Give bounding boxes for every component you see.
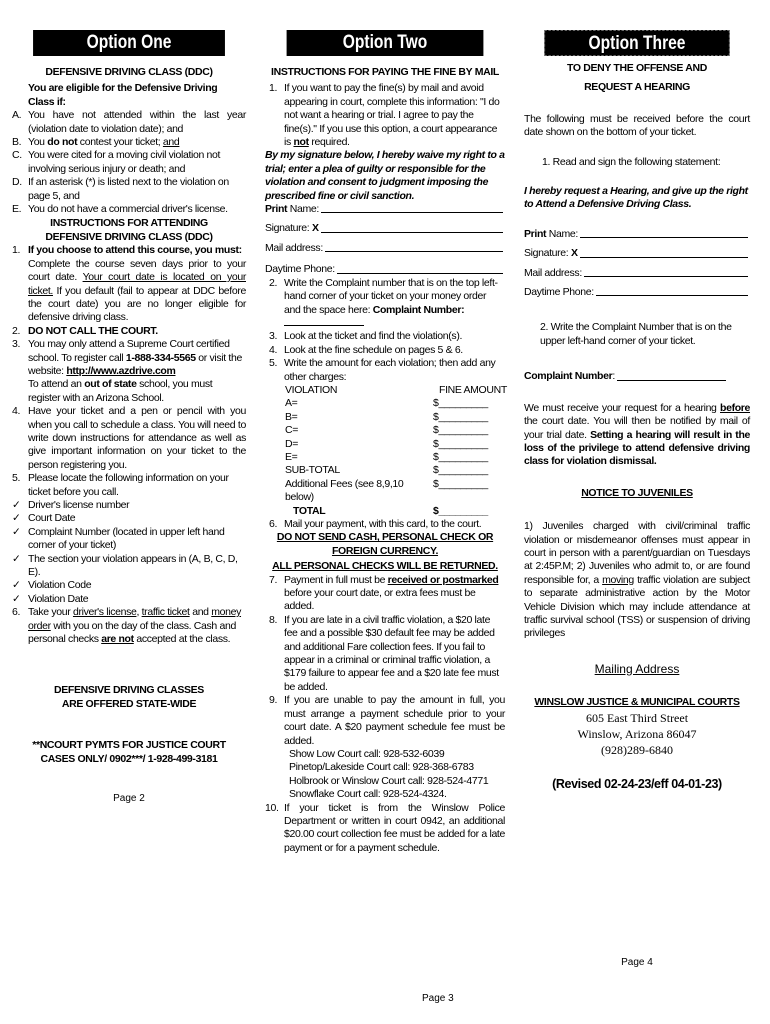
fee-row[interactable]: B= $_________ [285, 410, 488, 423]
option-one-header: Option One [33, 30, 225, 56]
hearing-step-1: 1. Read and sign the following statement: [542, 155, 721, 168]
option-one-column [12, 30, 246, 806]
fee-row[interactable]: E= $_________ [285, 450, 488, 463]
offered-line-1: DEFENSIVE DRIVING CLASSES [54, 684, 204, 697]
check-item: ✓ Violation Code [12, 579, 92, 592]
ddc-title: DEFENSIVE DRIVING CLASS (DDC) [45, 66, 213, 78]
ddc-step-6: 6. Take your driver's license, traffic ticket and money order with you on the day of the class. Cash and personal checks are not accepted at the class. [12, 606, 242, 646]
deny-title-2: REQUEST A HEARING [584, 81, 690, 94]
eligibility-item-b: B. You do not contest your ticket; and [12, 136, 180, 149]
pay-step-9: 9. If you are unable to pay the amount in full, you must arrange a payment schedule prior to your court date. A $20 payment schedule fee must be added. [269, 694, 505, 747]
pay-fine-title: INSTRUCTIONS FOR PAYING THE FINE BY MAIL [271, 66, 499, 78]
pay-step-7: 7. Payment in full must be received or postmarked before your court date, or extra fees must be added. [269, 573, 499, 613]
pay-step-6: 6. Mail your payment, with this card, to the court. [269, 518, 482, 530]
option-three-header: Option Three [544, 30, 729, 56]
court-name: WINSLOW JUSTICE & MUNICIPAL COURTS [534, 696, 740, 709]
page-number-3: Page 3 [422, 993, 454, 1004]
mail-address-field[interactable]: Mail address: [265, 242, 505, 255]
instructions-title-2: DEFENSIVE DRIVING CLASS (DDC) [45, 230, 213, 243]
signature-field[interactable]: Signature: X [265, 222, 505, 235]
court-street: 605 East Third Street [585, 710, 689, 725]
pay-step-3: 3. Look at the ticket and find the violation(s). [269, 330, 463, 343]
pay-step-2: 2. Write the Complaint number that is on the top left-hand corner of your ticket on your money order and the space here: Complaint Number: [265, 277, 505, 331]
hearing-intro: The following must be received before the court date shown on the bottom of your ticket. [524, 112, 750, 139]
juveniles-title: NOTICE TO JUVENILES [581, 486, 693, 499]
eligibility-item-a: A. You have not attended within the last year (violation date to violation date); and [12, 109, 246, 135]
juveniles-notice: 1) Juveniles charged with civil/criminal traffic violation or misdemeanor offenses must appear in court in person with a parent/guardian on Tuesdays at 2:45P.M; 2) Juveniles who admit to, or are found responsible for, a moving traffic violation are subject to separate administrative action by the Motor Vehicle Division which may include attendance at traffic survival school (TSS) or suspension of driving privileges [524, 520, 750, 640]
ddc-steps [12, 244, 246, 646]
eligibility-list [12, 109, 246, 216]
pay-steps-2 [265, 277, 505, 384]
pay-steps-4 [265, 574, 505, 856]
option-three-column [524, 30, 751, 968]
revised-date: (Revised 02-24-23/eff 04-01-23) [552, 776, 722, 791]
fee-row[interactable]: Additional Fees (see 8,9,10 below) $_________ [285, 477, 488, 504]
eligibility-item-c: C. You were cited for a moving civil violation not involving serious injury or death; and [12, 149, 221, 175]
deny-title-1: TO DENY THE OFFENSE AND [567, 62, 707, 74]
court-phone-number: (928)289-6840 [601, 742, 673, 757]
check-item: ✓ Complaint Number (located in upper left hand corner of your ticket) [12, 525, 225, 552]
no-cash-line-2: FOREIGN CURRENCY. [331, 544, 439, 557]
fee-row[interactable]: A= $_________ [285, 397, 488, 410]
pay-step-1: 1. If you want to pay the fine(s) by mail and avoid appearing in court, complete this information: "I do not want a hearing or trial. I agree to pay the fine(s)." If you use this option, a court appearance is not required. [269, 82, 500, 149]
ddc-step-3: 3. You may only attend a Supreme Court certified school. To register call 1-888-334-5565 or visit the website: http://www.azdrive.com To attend an out of state school, you must register with an Arizona School. [12, 338, 242, 404]
ddc-step-2: 2. DO NOT CALL THE COURT. [12, 324, 158, 337]
court-phone: Snowflake Court call: 928-524-4324. [289, 788, 447, 801]
print-name-field[interactable]: Print Name: [524, 228, 750, 241]
mail-address-field[interactable]: Mail address: [524, 267, 750, 280]
print-name-field[interactable]: Print Name: [265, 203, 505, 216]
check-item: ✓ Driver's license number [12, 499, 130, 511]
fee-row[interactable]: C= $_________ [285, 424, 488, 437]
no-cash-line-1: DO NOT SEND CASH, PERSONAL CHECK OR [276, 531, 494, 544]
eligibility-item-e: E. You do not have a commercial driver's license. [12, 203, 228, 216]
daytime-phone-field[interactable]: Daytime Phone: [524, 286, 750, 299]
fee-row[interactable]: D= $_________ [285, 437, 488, 450]
check-item: ✓ Violation Date [12, 592, 89, 605]
hearing-step-2: 2. Write the Complaint Number that is on the upper left-hand corner of your ticket. [540, 321, 732, 347]
ddc-step-1: 1. If you choose to attend this course, you must: Complete the course seven days prior to your court date. Your court date is located on your ticket. If you default (fail to appear at DDC before the court date) you are no longer eligible for defensive driving class. [12, 244, 246, 324]
waiver-statement: By my signature below, I hereby waive my right to a trial; enter a plea of guilty or responsible for the violation and consent to judgment imposing the prescribed fine or civil sanction. [265, 149, 505, 202]
court-city: Winslow, Arizona 86047 [577, 726, 697, 741]
instructions-title-1: INSTRUCTIONS FOR ATTENDING [50, 217, 208, 230]
signature-field[interactable]: Signature: X [524, 247, 750, 260]
check-item: ✓ Court Date [12, 512, 76, 525]
pay-steps-3 [265, 518, 505, 531]
court-phone: Show Low Court call: 928-532-6039 [289, 747, 445, 760]
ncourt-line-2: CASES ONLY/ 0902***/ 1-928-499-3181 [40, 752, 218, 765]
ddc-step-4: 4. Have your ticket and a pen or pencil with you when you call to schedule a class. You will need to write down instructions for attendance as well as give important information on your ticket to the person registering you. [12, 405, 246, 471]
pay-step-10: 10. If your ticket is from the Winslow Police Department or written in court 0942, an additional $20.00 court collection fee must be added for a late payment or for a payment schedule. [265, 801, 505, 854]
eligibility-item-d: D. If an asterisk (*) is listed next to the violation on page 5, and [12, 176, 229, 202]
court-phone-list [265, 748, 505, 802]
fee-table-header: VIOLATION FINE AMOUNT [285, 383, 507, 396]
option-two-column [265, 30, 507, 1004]
mailing-address-title: Mailing Address [594, 661, 680, 676]
offered-line-2: ARE OFFERED STATE-WIDE [61, 697, 197, 710]
pay-step-5: 5. Write the amount for each violation; then add any other charges: [269, 357, 496, 383]
ddc-step-5: 5. Please locate the following information on your ticket before you call. [12, 472, 229, 498]
page-number-2: Page 2 [113, 793, 145, 805]
page-number-4: Page 4 [621, 957, 653, 968]
fee-total-row[interactable]: TOTAL $_________ [293, 504, 488, 517]
pay-step-8: 8. If you are late in a civil traffic violation, a $20 late fee and a possible $30 default fee may be added and additional Fare collection fees. If you fail to appear in a criminal or criminal traffic violation, a $179 failure to appear fee and a $20 late fee must be added. [269, 613, 499, 693]
checks-returned: ALL PERSONAL CHECKS WILL BE RETURNED. [272, 560, 498, 573]
court-phone: Holbrook or Winslow Court call: 928-524-4771 [289, 774, 489, 787]
complaint-number-field[interactable]: Complaint Number : [524, 370, 750, 383]
daytime-phone-field[interactable]: Daytime Phone: [265, 263, 505, 276]
fee-row[interactable]: SUB-TOTAL $_________ [285, 464, 488, 477]
pay-steps [265, 82, 505, 149]
hearing-notice: We must receive your request for a hearing before the court date. You will then be notified by mail of your trial date. Setting a hearing will result in the loss of the privilege to attend defensive driving class for violation dismissal. [524, 401, 751, 468]
ncourt-line-1: **NCOURT PYMTS FOR JUSTICE COURT [32, 739, 226, 752]
check-item: ✓ The section your violation appears in (A, B, C, D, E). [12, 552, 238, 579]
pay-step-4: 4. Look at the fine schedule on pages 5 & 6. [269, 343, 463, 356]
court-phone: Pinetop/Lakeside Court call: 928-368-6783 [289, 761, 474, 774]
hearing-statement: I hereby request a Hearing, and give up the right to Attend a Defensive Driving Class. [524, 185, 748, 211]
option-two-header: Option Two [287, 30, 484, 56]
eligible-intro: You are eligible for the Defensive Driving Class if: [28, 82, 218, 108]
